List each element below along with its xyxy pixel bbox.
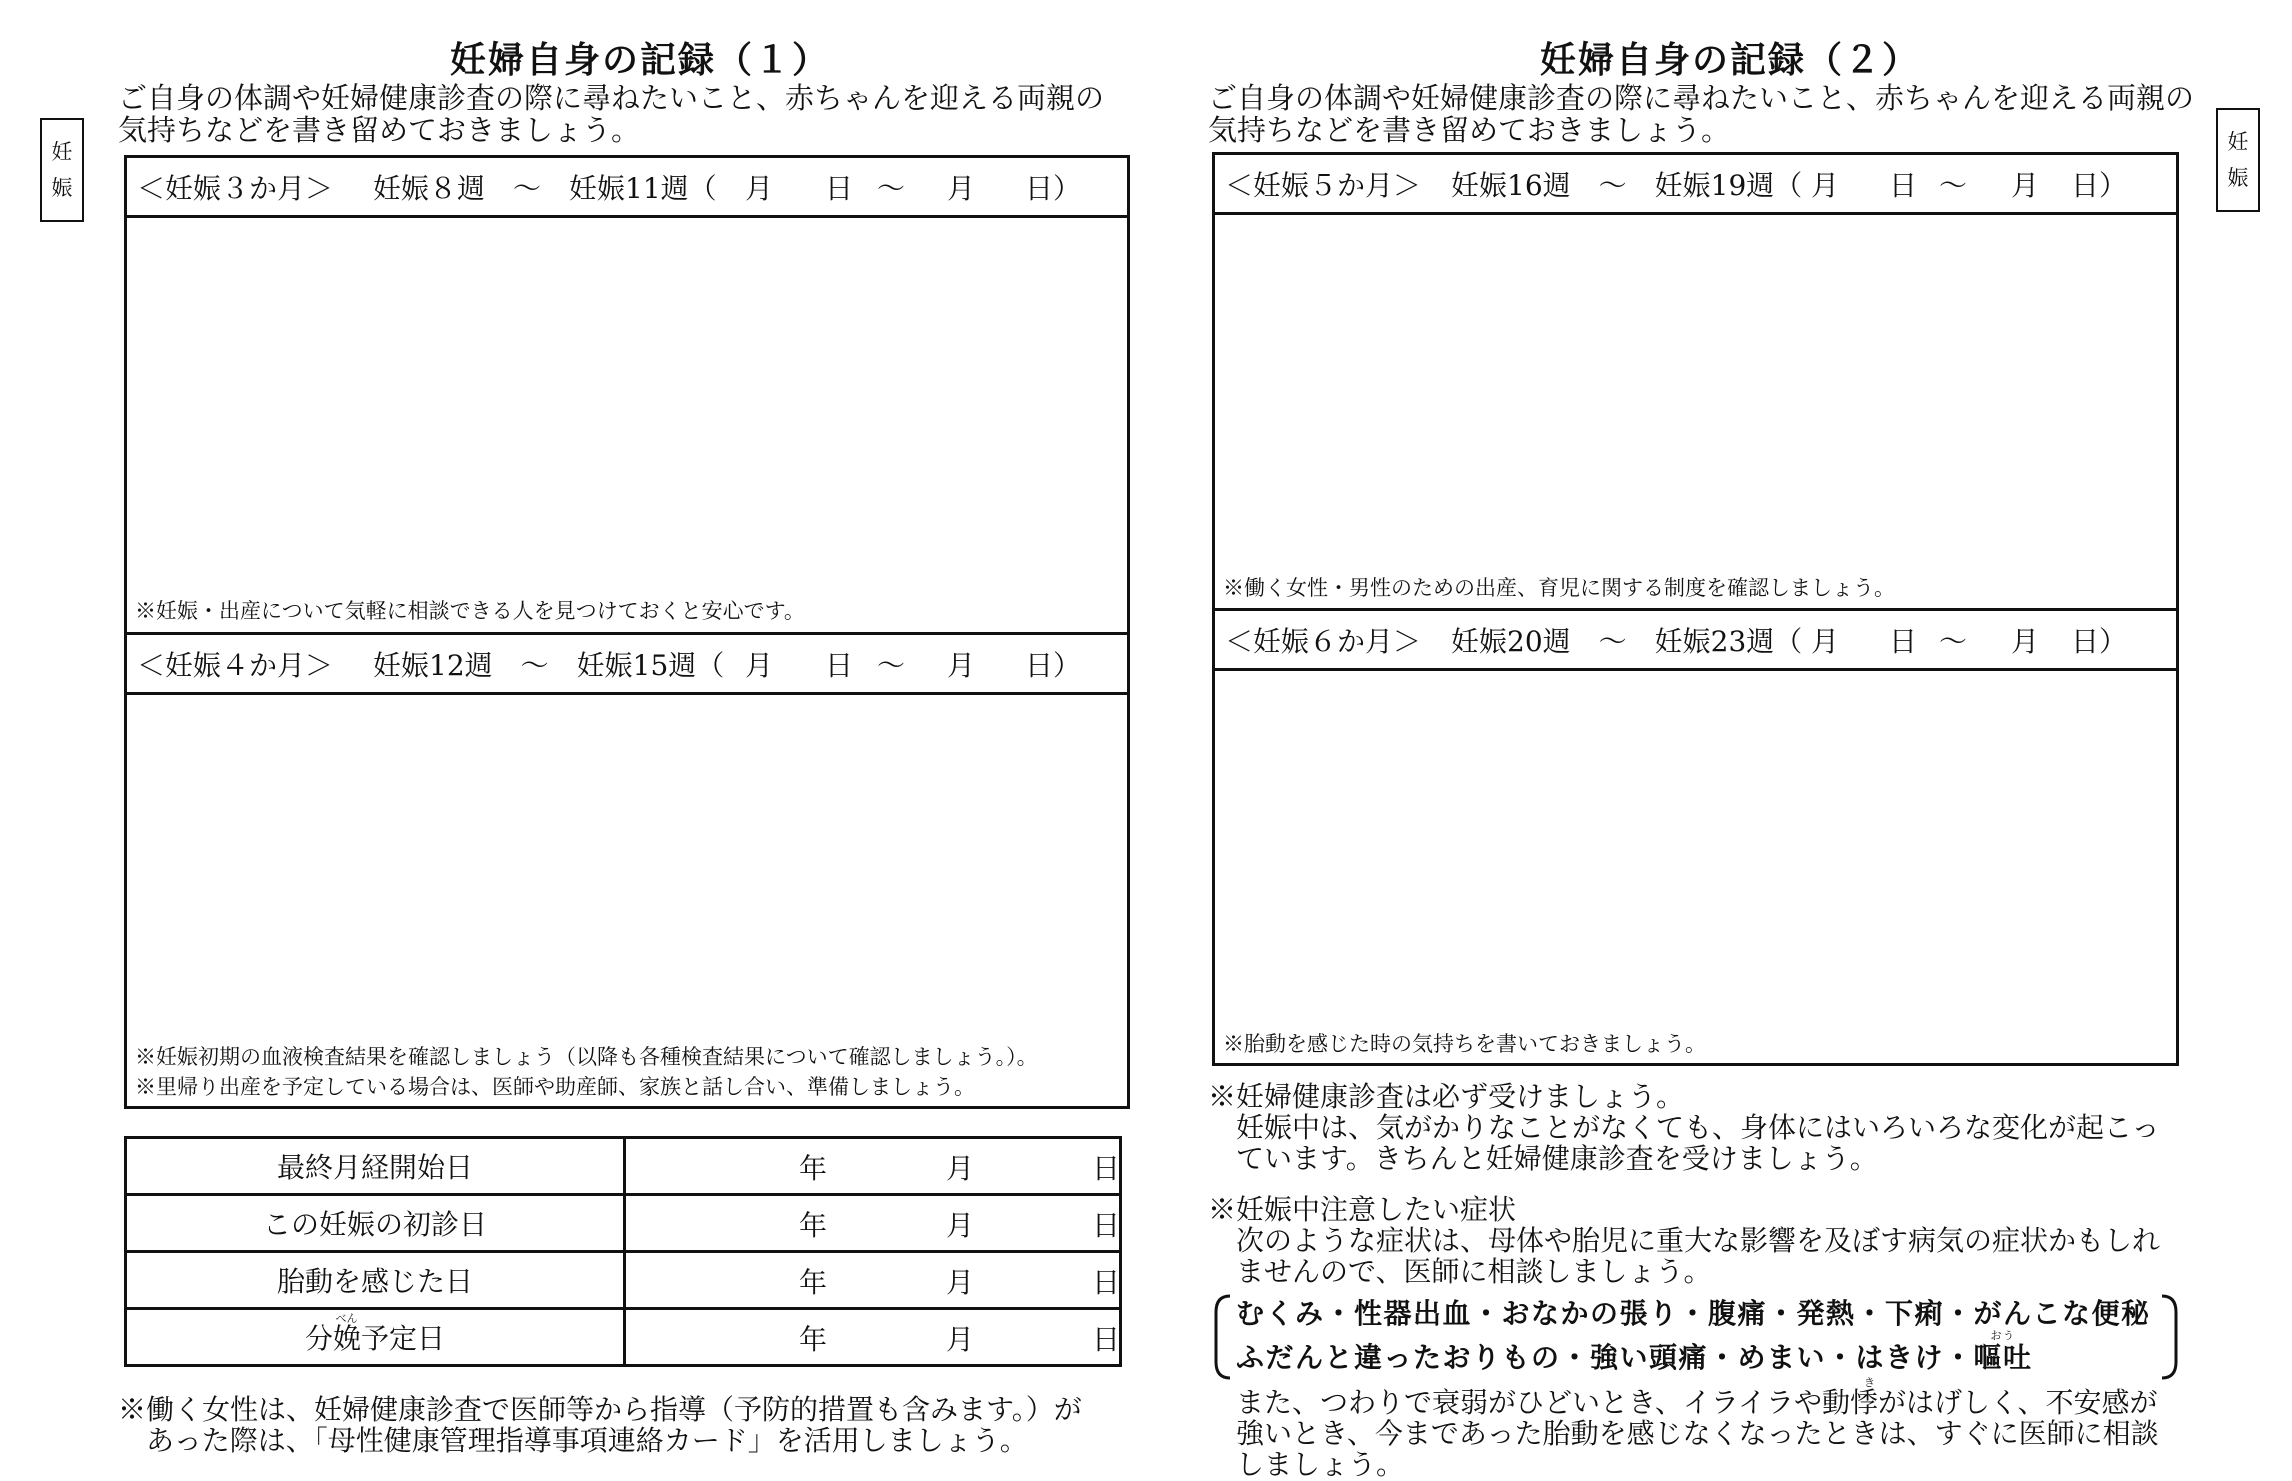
box-note: ※働く女性・男性のための出産、育児に関する制度を確認しましょう。 — [1223, 576, 1895, 600]
date-entry[interactable]: 年 月 日 — [625, 1138, 1121, 1195]
box-note: ※妊娠・出産について気軽に相談できる人を見つけておくと安心です。 — [135, 599, 805, 623]
table-row — [126, 1252, 1121, 1309]
table-row — [126, 1138, 1121, 1195]
key-dates-table — [124, 1136, 1122, 1367]
box-note: ※胎動を感じた時の気持ちを書いておきましょう。 — [1223, 1032, 1706, 1056]
box-header: ＜妊娠５か月＞ 妊娠16週 ～ 妊娠19週（ 月 日 ～ 月 日） — [1215, 155, 2176, 215]
writing-area[interactable] — [127, 218, 1127, 632]
checkup-heading: ※妊婦健康診査は必ず受けましょう。 — [1208, 1080, 1685, 1113]
date-entry[interactable]: 年 月 日 — [625, 1252, 1121, 1309]
furigana: おう — [1990, 1329, 2016, 1342]
right-side-tab: 妊 娠 — [2216, 108, 2260, 212]
record-box-month-5 — [1212, 152, 2179, 611]
box-header: ＜妊娠４か月＞ 妊娠12週 ～ 妊娠15週（ 月 日 ～ 月 日） — [127, 635, 1127, 695]
table-row — [126, 1309, 1121, 1366]
right-intro: ご自身の体調や妊婦健康診査の際に尋ねたいこと、赤ちゃんを迎える両親の 気持ちなどを書き留めておきましょう。 — [1208, 81, 2195, 147]
writing-area[interactable] — [127, 695, 1127, 1106]
record-box-month-6 — [1212, 608, 2179, 1066]
writing-area[interactable] — [1215, 671, 2176, 1063]
left-page-title: 妊婦自身の記録（１） — [450, 40, 831, 81]
left-side-tab: 妊 娠 — [40, 118, 84, 222]
furigana: き — [1864, 1376, 1875, 1389]
record-box-month-3 — [124, 155, 1130, 635]
closing-note: また、つわりで衰弱がひどいとき、イライラや動悸がはげしく、不安感が 強いとき、今まであった胎動を感じなくなったときは、すぐに医師に相談 しましょう。 — [1236, 1386, 2159, 1481]
symptom-list-line-1: むくみ・性器出血・おなかの張り・腹痛・発熱・下痢・がんこな便秘 — [1236, 1297, 2151, 1330]
table-row — [126, 1195, 1121, 1252]
checkup-section: ※妊婦健康診査は必ず受けましょう。 妊娠中は、気がかりなことがなくても、身体にはいろいろな変化が起こっ ています。きちんと妊婦健康診査を受けましょう。 — [1208, 1080, 2160, 1175]
record-box-month-4 — [124, 632, 1130, 1109]
box-header: ＜妊娠３か月＞ 妊娠８週 ～ 妊娠11週（ 月 日 ～ 月 日） — [127, 158, 1127, 218]
symptom-list-line-2: ふだんと違ったおりもの・強い頭痛・めまい・はきけ・ おう 嘔吐 — [1236, 1329, 2033, 1374]
date-entry[interactable]: 年 月 日 — [625, 1195, 1121, 1252]
date-label: 分娩予定日 べん — [126, 1309, 625, 1366]
right-page-title: 妊婦自身の記録（２） — [1540, 40, 1921, 81]
date-label: この妊娠の初診日 — [126, 1195, 625, 1252]
writing-area[interactable] — [1215, 215, 2176, 608]
symptoms-heading: ※妊娠中注意したい症状 — [1208, 1193, 1517, 1226]
furigana: べん — [335, 1311, 358, 1325]
date-label: 胎動を感じた日 — [126, 1252, 625, 1309]
left-intro: ご自身の体調や妊婦健康診査の際に尋ねたいこと、赤ちゃんを迎える両親の 気持ちなどを書き留めておきましょう。 — [118, 81, 1105, 147]
date-entry[interactable]: 年 月 日 — [625, 1309, 1121, 1366]
date-label: 最終月経開始日 — [126, 1138, 625, 1195]
box-header: ＜妊娠６か月＞ 妊娠20週 ～ 妊娠23週（ 月 日 ～ 月 日） — [1215, 611, 2176, 671]
left-footer-note: ※働く女性は、妊婦健康診査で医師等から指導（予防的措置も含みます。）が あった際は、「母性健康管理指導事項連絡カード」を活用しましょう。 — [118, 1393, 1082, 1457]
symptoms-section: ※妊娠中注意したい症状 次のような症状は、母体や胎児に重大な影響を及ぼす病気の症状かもしれ ませんので、医師に相談しましょう。 — [1208, 1193, 2161, 1288]
box-note: ※妊娠初期の血液検査結果を確認しましょう（以降も各種検査結果について確認しましょう。）。 ※里帰り出産を予定している場合は、医師や助産師、家族と話し合い、準備しましょう。 — [135, 1045, 1038, 1099]
